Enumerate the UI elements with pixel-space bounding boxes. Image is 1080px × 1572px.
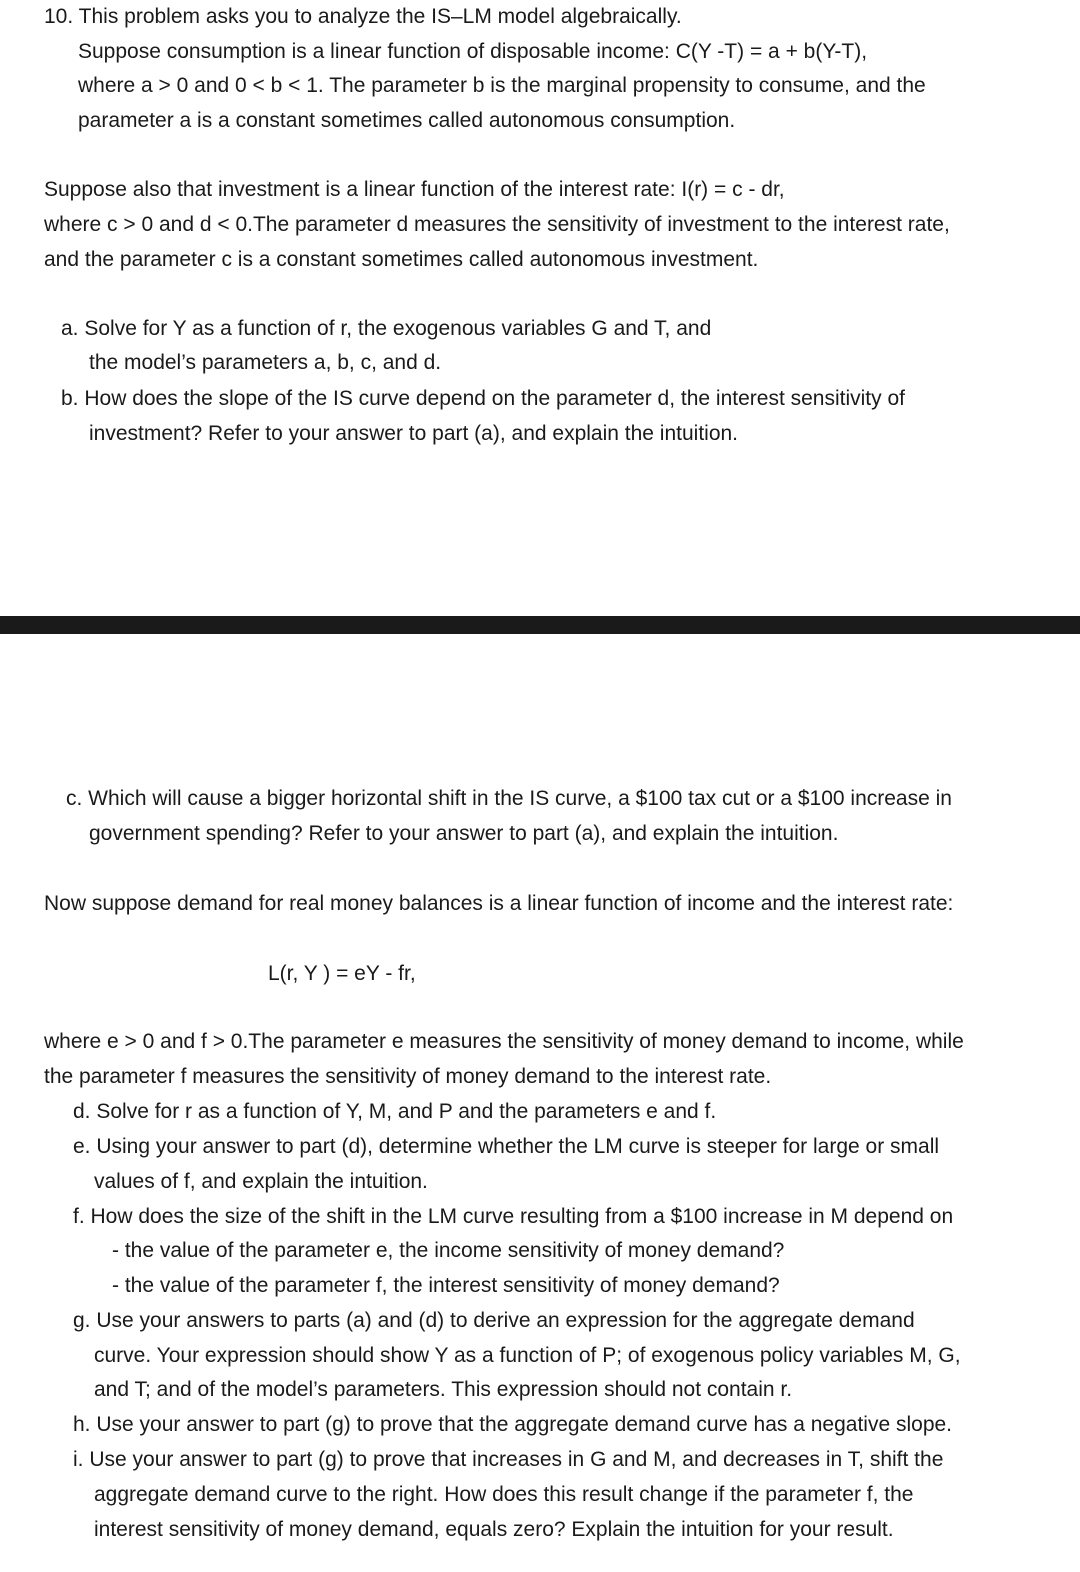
paragraph-line: where c > 0 and d < 0.The parameter d measures the sensitivity of investment to the interest rate, — [44, 213, 950, 236]
page-divider — [0, 616, 1080, 634]
question-line: aggregate demand curve to the right. How does this result change if the parameter f, the — [94, 1483, 914, 1506]
paragraph-line: parameter a is a constant sometimes called autonomous consumption. — [78, 109, 736, 132]
question-line: c. Which will cause a bigger horizontal shift in the IS curve, a $100 tax cut or a $100 increase in — [66, 787, 952, 810]
paragraph-line: Suppose consumption is a linear function of disposable income: C(Y -T) = a + b(Y-T), — [78, 40, 868, 63]
question-line: and T; and of the model’s parameters. This expression should not contain r. — [94, 1378, 793, 1401]
paragraph-line: the parameter f measures the sensitivity of money demand to the interest rate. — [44, 1065, 772, 1088]
paragraph-line: Suppose also that investment is a linear function of the interest rate: I(r) = c - dr, — [44, 178, 785, 201]
question-line: e. Using your answer to part (d), determine whether the LM curve is steeper for large or small — [73, 1135, 940, 1158]
paragraph-line: where e > 0 and f > 0.The parameter e measures the sensitivity of money demand to income, while — [44, 1030, 964, 1053]
question-h: h. Use your answer to part (g) to prove that the aggregate demand curve has a negative slope. — [73, 1413, 953, 1436]
paragraph-line: and the parameter c is a constant sometimes called autonomous investment. — [44, 248, 759, 271]
question-line: interest sensitivity of money demand, equals zero? Explain the intuition for your result. — [94, 1518, 894, 1541]
question-line: g. Use your answers to parts (a) and (d) to derive an expression for the aggregate demand — [73, 1309, 915, 1332]
question-line: the model’s parameters a, b, c, and d. — [89, 351, 442, 374]
question-subitem: - the value of the parameter f, the interest sensitivity of money demand? — [112, 1274, 780, 1297]
money-demand-equation: L(r, Y ) = eY - fr, — [268, 962, 416, 985]
problem-heading: 10. This problem asks you to analyze the IS–LM model algebraically. — [44, 5, 682, 28]
question-line: f. How does the size of the shift in the LM curve resulting from a $100 increase in M depend on — [73, 1205, 954, 1228]
question-subitem: - the value of the parameter e, the income sensitivity of money demand? — [112, 1239, 785, 1262]
question-line: investment? Refer to your answer to part (a), and explain the intuition. — [89, 422, 739, 445]
question-line: government spending? Refer to your answer to part (a), and explain the intuition. — [89, 822, 839, 845]
question-line: i. Use your answer to part (g) to prove that increases in G and M, and decreases in T, shift the — [73, 1448, 944, 1471]
paragraph-line: where a > 0 and 0 < b < 1. The parameter b is the marginal propensity to consume, and the — [78, 74, 926, 97]
question-d: d. Solve for r as a function of Y, M, and P and the parameters e and f. — [73, 1100, 717, 1123]
question-line: b. How does the slope of the IS curve depend on the parameter d, the interest sensitivity of — [61, 387, 905, 410]
question-line: a. Solve for Y as a function of r, the exogenous variables G and T, and — [61, 317, 712, 340]
question-line: values of f, and explain the intuition. — [94, 1170, 428, 1193]
money-demand-intro: Now suppose demand for real money balances is a linear function of income and the interest rate: — [44, 892, 954, 915]
question-line: curve. Your expression should show Y as a function of P; of exogenous policy variables M, G, — [94, 1344, 961, 1367]
